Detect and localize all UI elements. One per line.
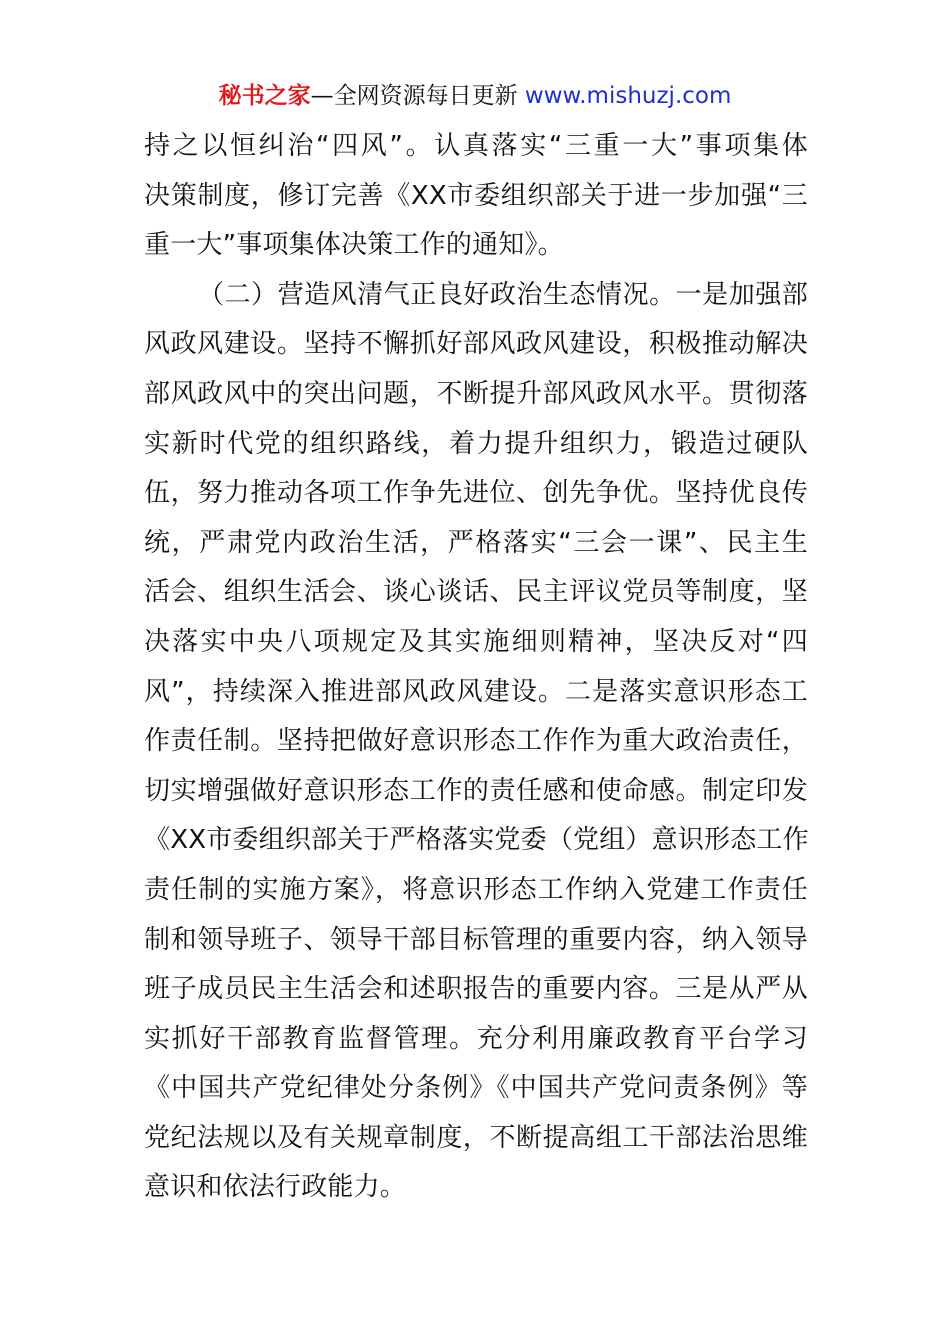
text-line: 实抓好干部教育监督管理。充分利用廉政教育平台学习 (144, 1023, 808, 1054)
text-line: 活会、组织生活会、谈心谈话、民主评议党员等制度，坚 (144, 577, 808, 608)
site-brand: 秘书之家 (218, 83, 311, 109)
text-line: 统，严肃党内政治生活，严格落实“三会一课”、民主生 (144, 527, 808, 558)
text-line: 《中国共产党纪律处分条例》《中国共产党问责条例》等 (144, 1073, 808, 1104)
site-url-link[interactable]: www.mishuzj.com (524, 83, 732, 109)
text-line: 决落实中央八项规定及其实施细则精神，坚决反对“四 (144, 626, 808, 657)
text-line: 切实增强做好意识形态工作的责任感和使命感。制定印发 (144, 775, 808, 806)
text-line: 意识和依法行政能力。 (144, 1172, 407, 1203)
text-line: 持之以恒纠治“四风”。认真落实“三重一大”事项集体 (144, 131, 808, 161)
text-line: 党纪法规以及有关规章制度，不断提高组工干部法治思维 (144, 1122, 808, 1153)
document-body (144, 122, 808, 1213)
site-header (0, 80, 950, 112)
text-line: 风”，持续深入推进部风政风建设。二是落实意识形态工 (144, 676, 808, 707)
text-line: 责任制的实施方案》，将意识形态工作纳入党建工作责任 (144, 874, 808, 905)
text-line: 作责任制。坚持把做好意识形态工作作为重大政治责任， (144, 726, 808, 757)
text-line: 《XX市委组织部关于严格落实党委（党组）意识形态工作 (144, 825, 809, 856)
section-heading-line: （二）营造风清气正良好政治生态情况。一是加强部 (198, 279, 808, 310)
text-line: 决策制度，修订完善《XX市委组织部关于进一步加强“三 (144, 180, 808, 211)
text-line: 班子成员民主生活会和述职报告的重要内容。三是从严从 (144, 974, 808, 1005)
text-line: 部风政风中的突出问题，不断提升部风政风水平。贯彻落 (144, 378, 808, 409)
text-line: 风政风建设。坚持不懈抓好部风政风建设，积极推动解决 (144, 329, 808, 360)
text-line: 制和领导班子、领导干部目标管理的重要内容，纳入领导 (144, 924, 808, 955)
text-line: 重一大”事项集体决策工作的通知》。 (144, 230, 564, 261)
text-line: 伍，努力推动各项工作争先进位、创先争优。坚持优良传 (144, 478, 808, 509)
text-line: 实新时代党的组织路线，着力提升组织力，锻造过硬队 (144, 428, 808, 459)
site-tagline: —全网资源每日更新 (310, 83, 525, 109)
